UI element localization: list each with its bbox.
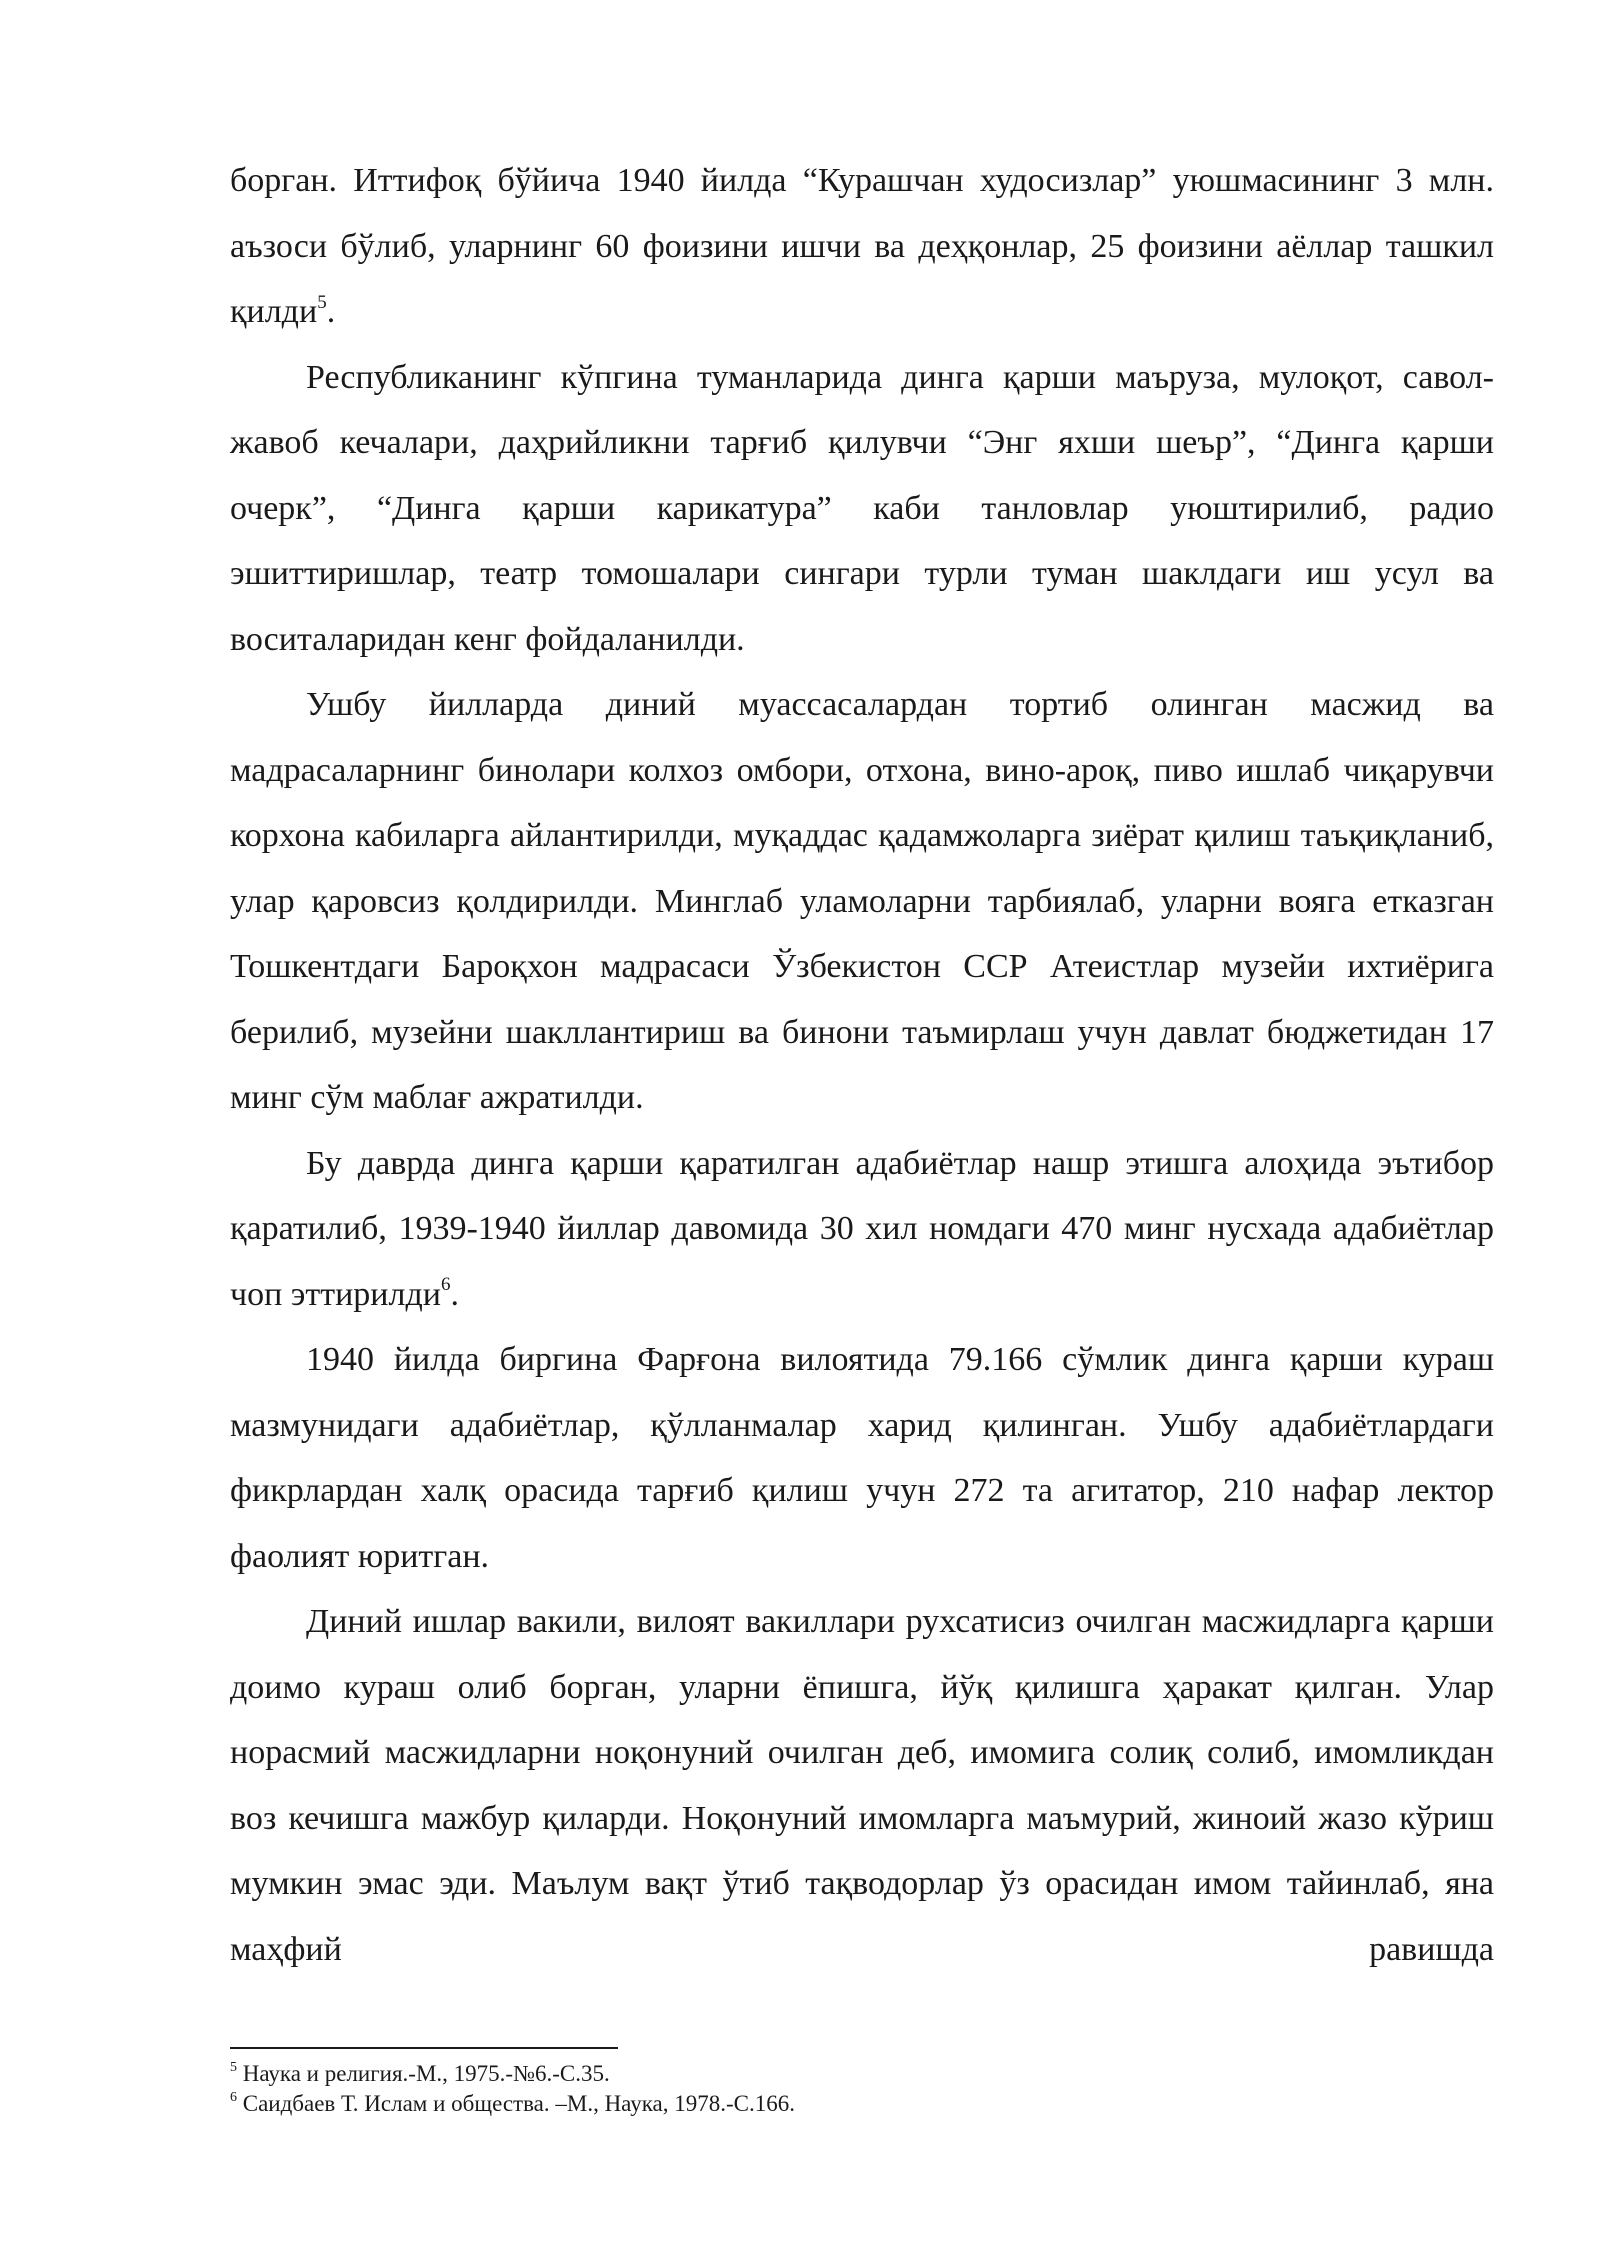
body-paragraph: [230, 672, 1494, 1131]
paragraph-text: Диний ишлар вакили, вилоят вакиллари рухсатисиз очилган масжидларга қарши доимо кураш олиб борган, уларни ёпишга, йўқ қилишга ҳаракат қилган. Улар норасмий масжидларни ноқонуний очилган деб, имомига солиқ солиб, имомликдан воз кечишга мажбур қиларди. Ноқонуний имомларга маъмурий, жиноий жазо кўриш мумкин эмас эди. Маълум вақт ўтиб тақводорлар ўз орасидан имом тайинлаб, яна маҳфий равишда: [230, 1603, 1494, 1968]
footnote-separator: [230, 2047, 618, 2049]
footnote-text: Саидбаев Т. Ислам и общества. –М., Наука, 1978.-С.166.: [237, 2091, 796, 2116]
footnote-reference[interactable]: 5: [317, 291, 327, 313]
footnote-number: 5: [230, 2060, 237, 2076]
body-paragraph: [230, 148, 1494, 345]
footnote-reference[interactable]: 6: [440, 1274, 451, 1296]
paragraph-end: .: [450, 1275, 459, 1313]
body-paragraph: [230, 1589, 1494, 1982]
footnote-text: Наука и религия.-М., 1975.-№6.-С.35.: [237, 2061, 610, 2086]
paragraph-text: борган. Иттифоқ бўйича 1940 йилда “Курашчан худосизлар” уюшмасининг 3 млн. аъзоси бўлиб, уларнинг 60 фоизини ишчи ва деҳқонлар, 25 фоизини аёллар ташкил қилди: [230, 162, 1494, 330]
body-paragraph: [230, 345, 1494, 673]
paragraph-text: Бу даврда динга қарши қаратилган адабиётлар нашр этишга алоҳида эътибор қаратилиб, 1939-1940 йиллар давомида 30 хил номдаги 470 минг нусхада адабиётлар чоп эттирилди: [230, 1144, 1494, 1313]
paragraph-text: Ушбу йилларда диний муассасалардан тортиб олинган масжид ва мадрасаларнинг бинолари колхоз омбори, отхона, вино-ароқ, пиво ишлаб чиқарувчи корхона кабиларга айлантирилди, муқаддас қадамжоларга зиёрат қилиш таъқиқланиб, улар қаровсиз қолдирилди. Минглаб уламоларни тарбиялаб, уларни вояга етказган Тошкентдаги Бароқхон мадрасаси Ўзбекистон ССР Атеистлар музейи ихтиёрига берилиб, музейни шакллантириш ва бинони таъмирлаш учун давлат бюджетидан 17 минг сўм маблағ ажратилди.: [230, 686, 1494, 1116]
body-paragraph: [230, 1131, 1494, 1328]
paragraph-text: Республиканинг кўпгина туманларида динга қарши маъруза, мулоқот, савол-жавоб кечалари, даҳрийликни тарғиб қилувчи “Энг яхши шеър”, “Динга қарши очерк”, “Динга қарши карикатура” каби танловлар уюштирилиб, радио эшиттиришлар, театр томошалари сингари турли туман шаклдаги иш усул ва воситаларидан кенг фойдаланилди.: [230, 358, 1494, 658]
body-paragraph: [230, 1327, 1494, 1589]
paragraph-end: .: [326, 293, 336, 330]
footnotes-section: [230, 2059, 1494, 2119]
paragraph-text: 1940 йилда биргина Фарғона вилоятида 79.166 сўмлик динга қарши кураш мазмунидаги адабиётлар, қўлланмалар харид қилинган. Ушбу адабиётлардаги фикрлардан халқ орасида тарғиб қилиш учун 272 та агитатор, 210 нафар лектор фаолият юритган.: [230, 1341, 1494, 1575]
footnote-item: [230, 2089, 1494, 2119]
document-page: [230, 148, 1494, 1982]
footnote-number: 6: [230, 2090, 237, 2106]
footnote-item: [230, 2059, 1494, 2089]
